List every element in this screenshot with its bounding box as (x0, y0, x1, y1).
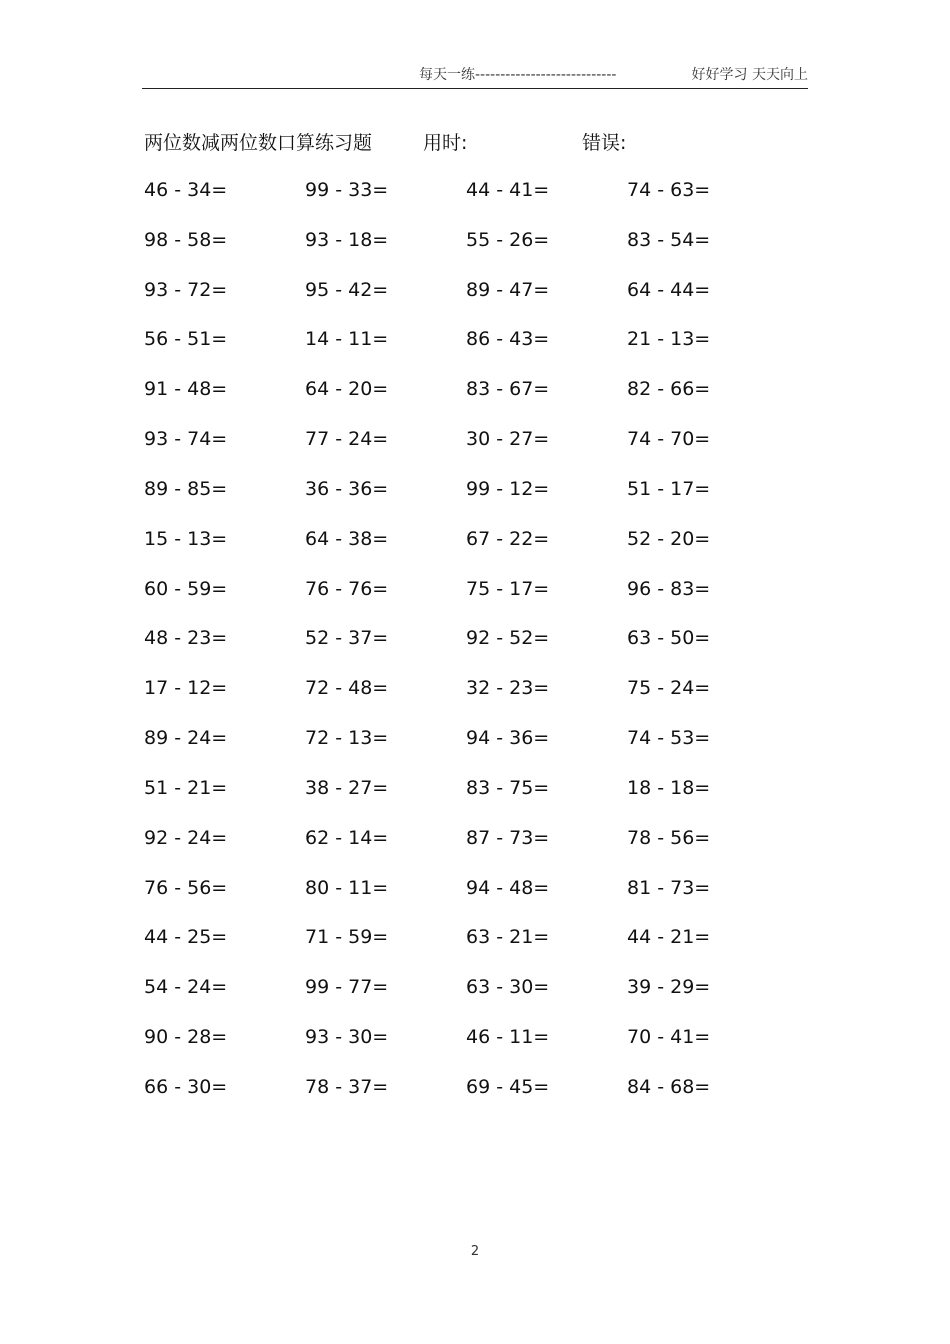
problem-item: 55 - 26= (466, 228, 550, 251)
problem-item: 71 - 59= (305, 926, 389, 949)
problem-item: 83 - 54= (627, 228, 711, 251)
problem-item: 75 - 17= (466, 577, 550, 600)
problem-item: 14 - 11= (305, 328, 389, 351)
problem-item: 62 - 14= (305, 826, 389, 849)
worksheet-title: 两位数减两位数口算练习题 (144, 132, 373, 154)
problem-item: 32 - 23= (466, 677, 550, 700)
problem-item: 72 - 48= (305, 677, 389, 700)
problem-item: 83 - 67= (466, 378, 550, 401)
problem-item: 99 - 33= (305, 179, 389, 201)
problem-item: 93 - 18= (305, 228, 389, 251)
problem-item: 94 - 36= (466, 727, 550, 750)
problem-item: 46 - 11= (466, 1026, 550, 1049)
problem-item: 64 - 44= (627, 278, 711, 301)
problem-item: 90 - 28= (144, 1026, 228, 1049)
problem-item: 21 - 13= (627, 328, 711, 351)
problem-item: 52 - 37= (305, 627, 389, 650)
problem-item: 44 - 25= (144, 926, 228, 949)
problem-item: 91 - 48= (144, 378, 228, 401)
problem-item: 44 - 41= (466, 179, 550, 201)
problem-item: 18 - 18= (627, 776, 711, 799)
problem-item: 94 - 48= (466, 876, 550, 899)
header-divider (142, 88, 808, 89)
problem-item: 67 - 22= (466, 527, 550, 550)
problem-item: 63 - 30= (466, 976, 550, 999)
problem-item: 74 - 63= (627, 179, 711, 201)
problem-item: 66 - 30= (144, 1075, 228, 1098)
header-left-text: 每天一练---------------------------- (419, 67, 617, 83)
problem-item: 51 - 21= (144, 776, 228, 799)
problem-item: 39 - 29= (627, 976, 711, 999)
problem-item: 74 - 53= (627, 727, 711, 750)
problem-item: 60 - 59= (144, 577, 228, 600)
problem-item: 93 - 72= (144, 278, 228, 301)
problem-item: 82 - 66= (627, 378, 711, 401)
problem-item: 83 - 75= (466, 776, 550, 799)
problem-item: 98 - 58= (144, 228, 228, 251)
problem-item: 46 - 34= (144, 179, 228, 201)
problem-item: 63 - 50= (627, 627, 711, 650)
problem-item: 69 - 45= (466, 1075, 550, 1098)
problem-item: 78 - 56= (627, 826, 711, 849)
problem-item: 80 - 11= (305, 876, 389, 899)
problem-item: 76 - 76= (305, 577, 389, 600)
problem-item: 93 - 74= (144, 428, 228, 451)
problem-item: 78 - 37= (305, 1075, 389, 1098)
page-number: 2 (470, 1244, 480, 1259)
problem-item: 75 - 24= (627, 677, 711, 700)
problem-item: 95 - 42= (305, 278, 389, 301)
problem-item: 93 - 30= (305, 1026, 389, 1049)
problem-item: 99 - 12= (466, 477, 550, 500)
problem-item: 48 - 23= (144, 627, 228, 650)
header-right-text: 好好学习 天天向上 (691, 67, 808, 83)
problem-item: 56 - 51= (144, 328, 228, 351)
page-header (142, 64, 808, 84)
problem-item: 89 - 24= (144, 727, 228, 750)
problem-item: 86 - 43= (466, 328, 550, 351)
problem-item: 92 - 24= (144, 826, 228, 849)
problem-item: 99 - 77= (305, 976, 389, 999)
problem-item: 36 - 36= (305, 477, 389, 500)
problem-item: 84 - 68= (627, 1075, 711, 1098)
problem-item: 44 - 21= (627, 926, 711, 949)
problem-item: 76 - 56= (144, 876, 228, 899)
problem-item: 81 - 73= (627, 876, 711, 899)
problem-item: 92 - 52= (466, 627, 550, 650)
problem-item: 89 - 47= (466, 278, 550, 301)
problem-item: 77 - 24= (305, 428, 389, 451)
problem-item: 64 - 20= (305, 378, 389, 401)
problem-item: 87 - 73= (466, 826, 550, 849)
problem-item: 96 - 83= (627, 577, 711, 600)
problem-item: 63 - 21= (466, 926, 550, 949)
errors-label: 错误: (582, 132, 627, 154)
problem-item: 30 - 27= (466, 428, 550, 451)
problem-item: 54 - 24= (144, 976, 228, 999)
time-label: 用时: (423, 132, 468, 154)
problem-item: 38 - 27= (305, 776, 389, 799)
problem-item: 89 - 85= (144, 477, 228, 500)
problem-grid (144, 175, 790, 1122)
problem-item: 15 - 13= (144, 527, 228, 550)
problem-item: 64 - 38= (305, 527, 389, 550)
problem-item: 72 - 13= (305, 727, 389, 750)
problem-item: 70 - 41= (627, 1026, 711, 1049)
problem-item: 51 - 17= (627, 477, 711, 500)
title-row (144, 128, 764, 158)
problem-item: 17 - 12= (144, 677, 228, 700)
problem-item: 52 - 20= (627, 527, 711, 550)
problem-item: 74 - 70= (627, 428, 711, 451)
